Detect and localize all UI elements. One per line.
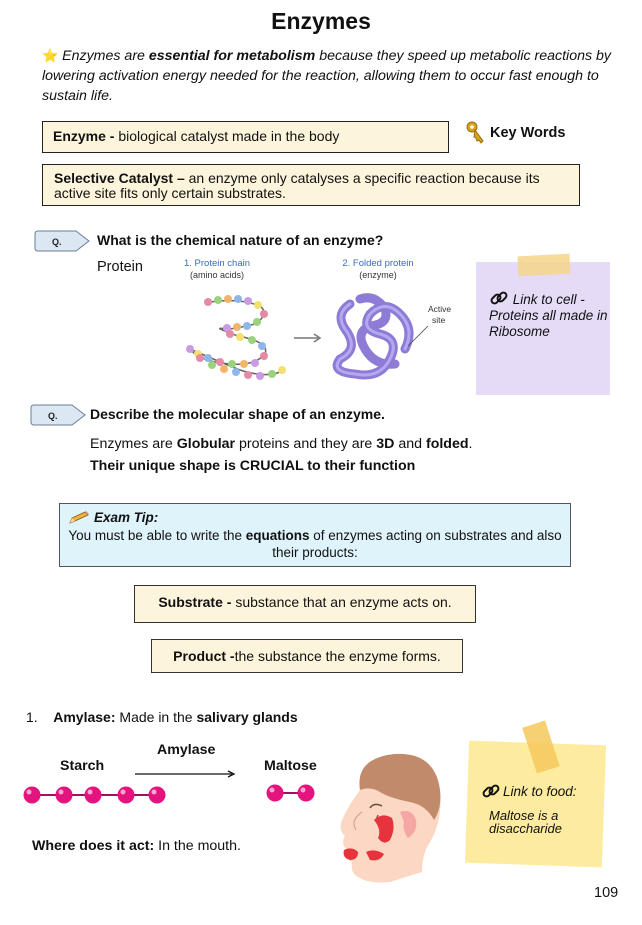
shape-answer-line2: Their unique shape is CRUCIAL to their function bbox=[90, 458, 416, 474]
key-icon bbox=[466, 121, 486, 145]
maltose-beads bbox=[267, 785, 315, 802]
page-number: 109 bbox=[594, 885, 619, 901]
svg-text:Q.: Q. bbox=[52, 237, 62, 247]
answer-protein: Protein bbox=[97, 259, 143, 275]
active-site-label-2: site bbox=[432, 315, 446, 325]
link-to-cell-text: Proteins all made in Ribosome bbox=[489, 308, 608, 339]
starch-to-maltose-reaction bbox=[20, 762, 330, 812]
active-site-label: Active bbox=[428, 304, 452, 314]
link-to-food-text: Maltose is a disaccharide bbox=[489, 808, 562, 836]
question-tag-icon bbox=[30, 404, 86, 426]
amylase-enzyme-label: Amylase bbox=[157, 742, 216, 758]
exam-tip-box bbox=[59, 503, 571, 567]
protein-folding-diagram bbox=[160, 254, 456, 394]
arrow-right-icon bbox=[294, 334, 320, 342]
question-chemical-nature: What is the chemical nature of an enzyme? bbox=[97, 232, 384, 248]
link-to-cell-title: Link to cell - bbox=[512, 292, 585, 307]
amylase-heading: 1. Amylase: Made in the salivary glands bbox=[26, 709, 298, 725]
head-salivary-glands-illustration bbox=[330, 750, 450, 888]
exam-tip-title: Exam Tip: bbox=[94, 510, 159, 525]
starch-beads bbox=[24, 787, 166, 804]
amino-acids-label: (amino acids) bbox=[189, 270, 245, 280]
link-icon bbox=[489, 288, 509, 308]
amino-acid-chain bbox=[186, 295, 286, 380]
enzyme-label: (enzyme) bbox=[359, 270, 397, 280]
question-molecular-shape: Describe the molecular shape of an enzyme. bbox=[90, 406, 385, 422]
page-title: Enzymes bbox=[271, 8, 371, 34]
tape-decoration bbox=[518, 254, 571, 277]
exam-tip-text: You must be able to write the equations of enzymes acting on substrates and also their products: bbox=[68, 528, 562, 560]
where-it-acts: Where does it act: In the mouth. bbox=[32, 838, 241, 854]
arrow-right-icon bbox=[135, 771, 234, 777]
link-icon bbox=[481, 781, 501, 801]
maltose-label: Maltose bbox=[264, 758, 317, 774]
intro-paragraph: ⭐ Enzymes are essential for metabolism because they speed up metabolic reactions by lowering activation energy needed for the reaction, allowing them to occur fast enough to sustain life. bbox=[42, 48, 612, 104]
protein-chain-label: 1. Protein chain bbox=[183, 258, 251, 269]
shape-answer-line1: Enzymes are Globular proteins and they are 3D and folded. bbox=[90, 436, 473, 452]
substrate-definition: Substrate - substance that an enzyme acts on. bbox=[134, 585, 476, 623]
starch-label: Starch bbox=[60, 758, 105, 774]
star-icon: ⭐ bbox=[42, 48, 59, 63]
pencil-icon bbox=[68, 511, 90, 525]
product-definition: Product -the substance the enzyme forms. bbox=[151, 639, 463, 673]
svg-text:Q.: Q. bbox=[48, 411, 58, 421]
selective-catalyst-definition: Selective Catalyst – an enzyme only catalyses a specific reaction because its active site fits only certain substrates. bbox=[42, 164, 580, 206]
enzyme-definition: Enzyme - biological catalyst made in the body bbox=[42, 121, 449, 153]
link-to-food-title: Link to food: bbox=[503, 783, 577, 799]
key-words-label: Key Words bbox=[466, 121, 565, 145]
question-tag-icon bbox=[34, 230, 90, 252]
folded-protein-label: 2. Folded protein bbox=[342, 258, 414, 269]
